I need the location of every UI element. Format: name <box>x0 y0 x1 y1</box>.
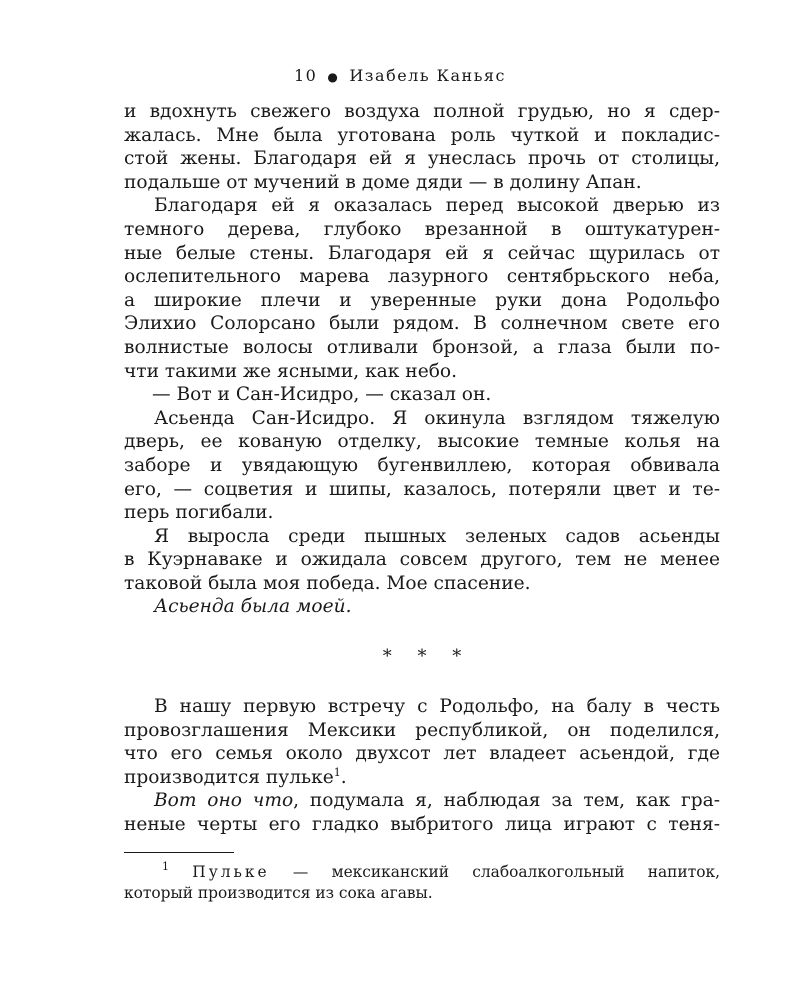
text-fragment: . <box>340 766 347 788</box>
footnote <box>124 862 720 904</box>
text-line: перь погибали. <box>124 502 274 524</box>
text-line: Элихио Солорсано были рядом. В солнечном свете его <box>124 313 720 335</box>
text-line: стой жены. Благодаря ей я унеслась прочь от столицы, <box>124 148 720 170</box>
text-line: Благодаря ей я оказалась перед высокой дверью из <box>154 195 720 217</box>
text-line: Я выросла среди пышных зеленых садов асьенды <box>154 525 720 547</box>
text-line: жалась. Мне была уготована роль чуткой и покладис- <box>124 124 720 146</box>
text-fragment: , подумала я, наблюдая за тем, как гра- <box>293 790 720 812</box>
text-line <box>124 766 720 790</box>
footnote-line: который производится из сока агавы. <box>124 884 433 902</box>
text-line: В нашу первую встречу с Родольфо, на балу в честь <box>154 696 720 718</box>
italic-phrase: Вот оно что <box>154 790 294 812</box>
text-line: ные белые стены. Благодаря ей я сейчас щурилась от <box>124 242 720 264</box>
dialogue-line: — Вот и Сан-Исидро, — сказал он. <box>152 384 492 406</box>
body-text <box>124 100 720 837</box>
text-line: Асьенда Сан-Исидро. Я окинула взглядом тяжелую <box>154 407 720 429</box>
section-break: * * * <box>382 646 472 668</box>
running-head <box>0 66 800 85</box>
text-line: ослепительного марева лазурного сентябрьского неба, <box>124 266 720 288</box>
text-line: провозглашения Мексики республикой, он поделился, <box>124 719 720 741</box>
text-line: заборе и увядающую бугенвиллею, которая обвивала <box>124 454 720 476</box>
text-line: в Куэрнаваке и ожидала совсем другого, тем не менее <box>124 549 720 571</box>
text-line: таковой была моя победа. Мое спасение. <box>124 572 531 594</box>
text-line: что его семья около двухсот лет владеет асьендой, где <box>124 743 720 765</box>
text-line: подальше от мучений в доме дяди — в долину Апан. <box>124 171 642 193</box>
footnote-text: — мексиканский слабоалкогольный напиток, <box>269 863 720 881</box>
page-number: 10 <box>294 66 318 85</box>
footnote-term: Пульке <box>192 863 270 881</box>
text-line: неные черты его гладко выбритого лица играют с теня- <box>124 814 720 836</box>
text-line: а широкие плечи и уверенные руки дона Родольфо <box>124 289 720 311</box>
text-line: волнистые волосы отливали бронзой, а глаза были по- <box>124 336 720 358</box>
italic-line: Асьенда была моей. <box>154 596 352 618</box>
footnote-divider <box>124 852 234 853</box>
author-name: Изабель Каньяс <box>349 66 506 85</box>
bullet-icon: ● <box>327 70 340 84</box>
text-line: его, — соцветия и шипы, казалось, потеряли цвет и те- <box>124 478 720 500</box>
footnote-line <box>124 862 720 883</box>
text-line: и вдохнуть свежего воздуха полной грудью, но я сдер- <box>124 101 720 122</box>
footnote-marker: 1 <box>333 765 341 779</box>
text-fragment: производится пульке <box>124 766 334 788</box>
text-line: темного дерева, глубоко врезанной в оштукатурен- <box>124 218 720 240</box>
text-line: чти такими же ясными, как небо. <box>124 360 457 382</box>
text-line <box>124 789 720 813</box>
text-line: дверь, ее кованую отделку, высокие темные колья на <box>124 431 720 453</box>
footnote-number: 1 <box>162 860 169 873</box>
